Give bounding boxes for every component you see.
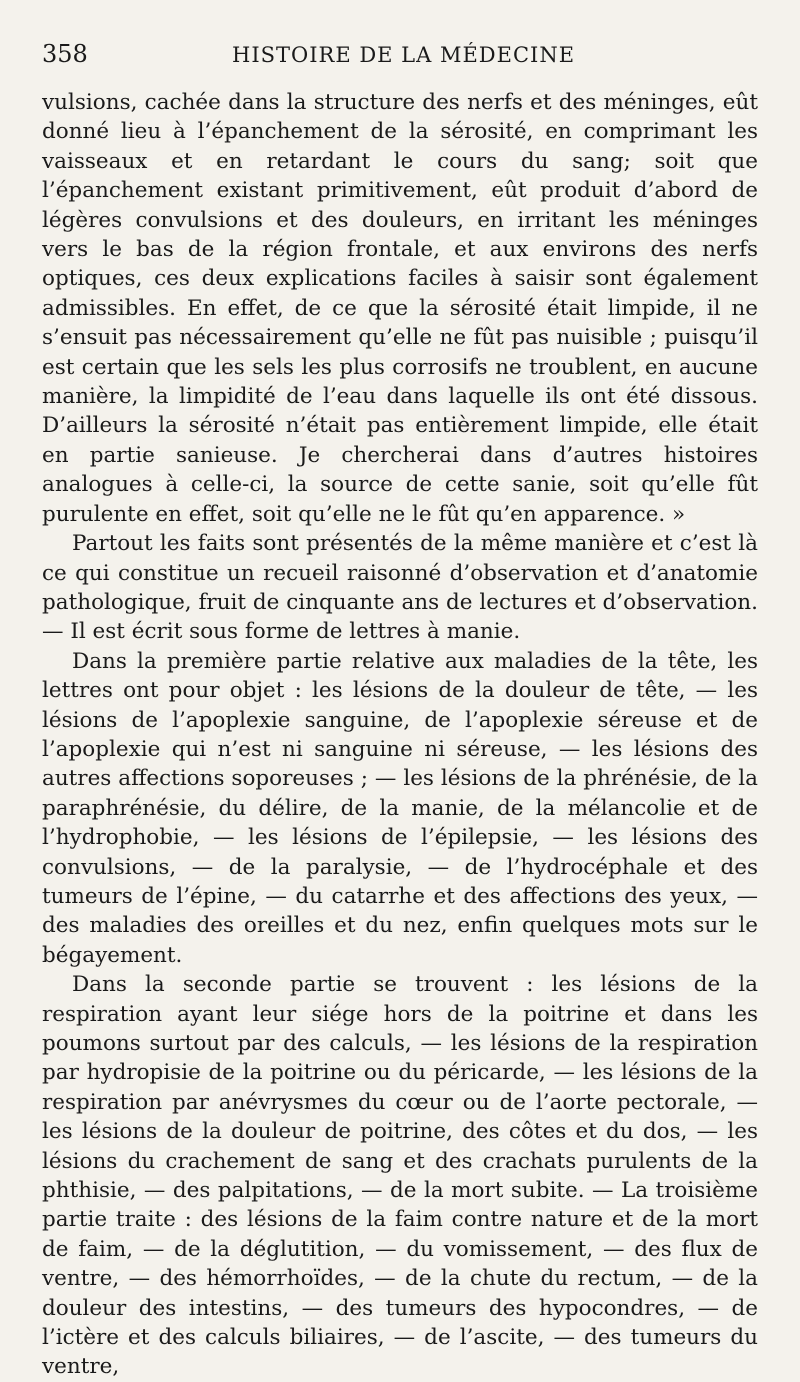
page-header [42,40,758,82]
running-head: HISTOIRE DE LA MÉDECINE [232,43,576,67]
page-body [42,88,758,1382]
paragraph-2: Partout les faits sont présentés de la même manière et c’est là ce qui constitue un recueil raisonné d’observation et d’anatomie pathologique, fruit de cinquante ans de lectures et d’observation. — Il est écrit sous forme de lettres à manie. [42,531,758,645]
paragraph-4: Dans la seconde partie se trouvent : les lésions de la respiration ayant leur siége hors de la poitrine et dans les poumons surtout par des calculs, — les lésions de la respiration par hydropisie de la poitrine ou du péricarde, — les lésions de la respiration par anévrysmes du cœur ou de l’aorte pectorale, — les lésions de la douleur de poitrine, des côtes et du dos, — les lésions du crachement de sang et des crachats purulents de la phthisie, — des palpitations, — de la mort subite. — La troisième partie traite : des lésions de la faim contre nature et de la mort de faim, — de la déglutition, — du vomissement, — des flux de ventre, — des hémorrhoïdes, — de la chute du rectum, — de la douleur des intestins, — des tumeurs des hypocondres, — de l’ictère et des calculs biliaires, — de l’ascite, — des tumeurs du ventre, [42,972,758,1380]
page-number: 358 [42,40,88,68]
paragraph-1: vulsions, cachée dans la structure des nerfs et des méninges, eût donné lieu à l’épanchement de la sérosité, en comprimant les vaisseaux et en retardant le cours du sang; soit que l’épanchement existant primitivement, eût produit d’abord de légères convulsions et des douleurs, en irritant les méninges vers le bas de la région frontale, et aux environs des nerfs optiques, ces deux explications faciles à saisir sont également admissibles. En effet, de ce que la sérosité était limpide, il ne s’ensuit pas nécessairement qu’elle ne fût pas nuisible ; puisqu’il est certain que les sels les plus corrosifs ne troublent, en aucune manière, la limpidité de l’eau dans laquelle ils ont été dissous. D’ailleurs la sérosité n’était pas entièrement limpide, elle était en partie sanieuse. Je chercherai dans d’autres histoires analogues à celle-ci, la source de cette sanie, soit qu’elle fût purulente en effet, soit qu’elle ne le fût qu’en apparence. » [42,90,758,527]
paragraph-3: Dans la première partie relative aux maladies de la tête, les lettres ont pour objet : les lésions de la douleur de tête, — les lésions de l’apoplexie sanguine, de l’apoplexie séreuse et de l’apoplexie qui n’est ni sanguine ni séreuse, — les lésions des autres affections soporeuses ; — les lésions de la phrénésie, de la paraphrénésie, du délire, de la manie, de la mélancolie et de l’hydrophobie, — les lésions de l’épilepsie, — les lésions des convulsions, — de la paralysie, — de l’hydrocéphale et des tumeurs de l’épine, — du catarrhe et des affections des yeux, — des maladies des oreilles et du nez, enfin quelques mots sur le bégayement. [42,648,758,968]
